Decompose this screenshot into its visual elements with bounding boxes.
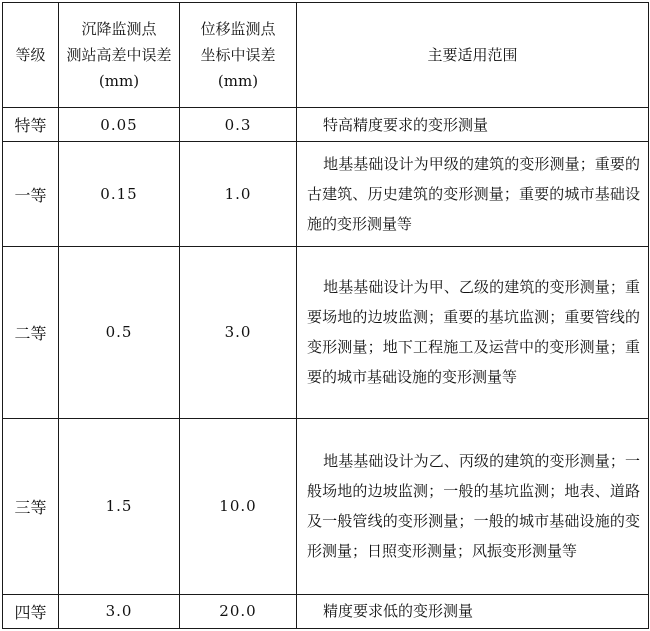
header-settlement [59, 3, 180, 108]
row-level: 三等 [3, 418, 59, 594]
row-scope-text: 地基基础设计为甲、乙级的建筑的变形测量；重要场地的边坡监测；重要的基坑监测；重要管线的变形测量；地下工程施工及运营中的变形测量；重要的城市基础设施的变形测量等 [307, 278, 640, 387]
header-row [3, 3, 649, 108]
row-displacement-error: 10.0 [180, 418, 297, 594]
row-settlement-error: 0.5 [59, 247, 180, 418]
row-settlement-error: 0.05 [59, 108, 180, 142]
row-displacement-error: 1.0 [180, 142, 297, 247]
header-settlement-line-2: 测站高差中误差 [66, 46, 172, 64]
header-displacement-unit: (mm) [217, 72, 259, 90]
table-row [3, 594, 649, 628]
row-level: 二等 [3, 247, 59, 418]
header-level: 等级 [3, 3, 59, 108]
row-scope [297, 418, 649, 594]
row-displacement-error: 20.0 [180, 594, 297, 628]
row-settlement-error: 0.15 [59, 142, 180, 247]
table-row [3, 418, 649, 594]
row-level: 一等 [3, 142, 59, 247]
row-scope: 精度要求低的变形测量 [297, 594, 649, 628]
header-scope: 主要适用范围 [297, 3, 649, 108]
row-scope [297, 142, 649, 247]
row-scope-text: 地基基础设计为甲级的建筑的变形测量；重要的古建筑、历史建筑的变形测量；重要的城市基础设施的变形测量等 [307, 155, 640, 234]
header-displacement [180, 3, 297, 108]
table-row [3, 142, 649, 247]
header-displacement-line-1: 位移监测点 [200, 20, 276, 38]
header-settlement-unit: (mm) [98, 72, 140, 90]
row-displacement-error: 0.3 [180, 108, 297, 142]
row-settlement-error: 1.5 [59, 418, 180, 594]
header-displacement-line-2: 坐标中误差 [200, 46, 276, 64]
row-settlement-error: 3.0 [59, 594, 180, 628]
row-scope [297, 247, 649, 418]
row-scope-text: 地基基础设计为乙、丙级的建筑的变形测量；一般场地的边坡监测；一般的基坑监测；地表、道路及一般管线的变形测量；一般的城市基础设施的变形测量；日照变形测量；风振变形测量等 [307, 452, 640, 561]
row-level: 四等 [3, 594, 59, 628]
row-displacement-error: 3.0 [180, 247, 297, 418]
row-scope: 特高精度要求的变形测量 [297, 108, 649, 142]
table-row [3, 108, 649, 142]
precision-table-sheet [2, 2, 648, 629]
table-row [3, 247, 649, 418]
precision-grade-table [2, 2, 649, 629]
row-level: 特等 [3, 108, 59, 142]
header-settlement-line-1: 沉降监测点 [81, 20, 157, 38]
